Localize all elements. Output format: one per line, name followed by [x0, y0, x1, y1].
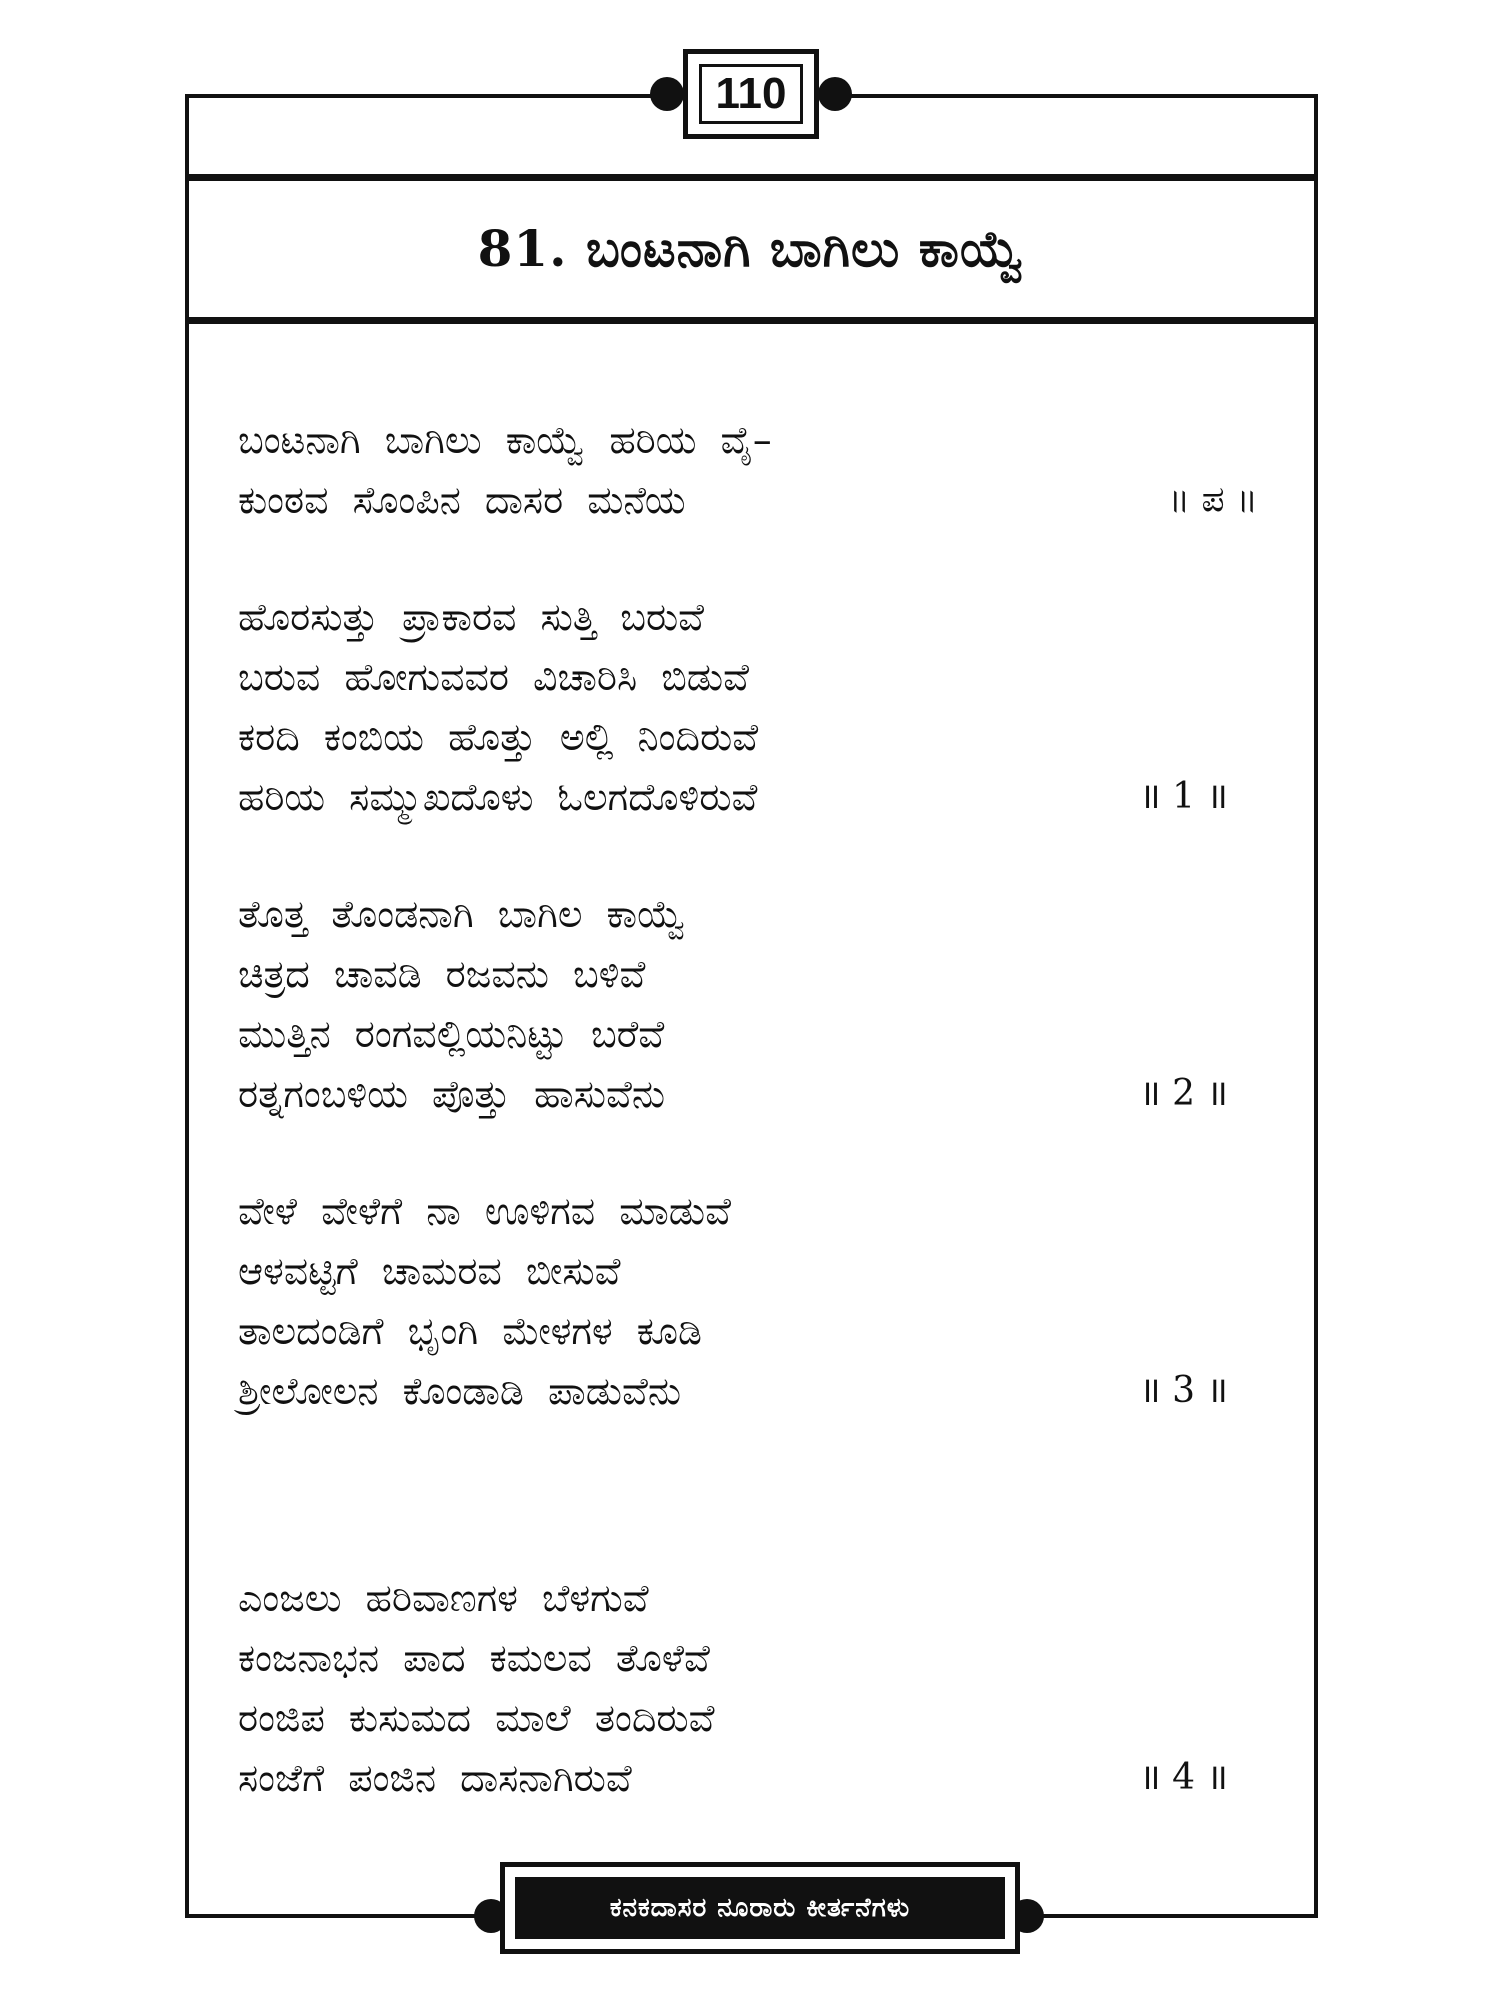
verse-line: ಸಂಜೆಗೆ ಪಂಜಿನ ದಾಸನಾಗಿರುವೆ — [238, 1756, 632, 1800]
stanza-marker: ॥ 2 ॥ — [1139, 1073, 1228, 1114]
stanza-4 — [238, 1568, 1258, 1808]
verse-line: ರಂಜಿಪ ಕುಸುಮದ ಮಾಲೆ ತಂದಿರುವೆ — [238, 1696, 715, 1740]
stanza-1 — [238, 587, 1258, 827]
verse-line: ಬರುವ ಹೋಗುವವರ ವಿಚಾರಿಸಿ ಬಿಡುವೆ — [238, 655, 749, 699]
verse-line: ಹರಿಯ ಸಮ್ಮುಖದೊಳು ಓಲಗದೊಳಿರುವೆ — [238, 775, 758, 819]
verse-line: ಹೊರಸುತ್ತು ಪ್ರಾಕಾರವ ಸುತ್ತಿ ಬರುವೆ — [238, 595, 705, 639]
page-number: 110 — [699, 64, 803, 124]
verse-line: ರತ್ನಗಂಬಳಿಯ ಪೊತ್ತು ಹಾಸುವೆನು — [238, 1072, 666, 1116]
page-number-left-dot — [650, 77, 684, 111]
song-title — [478, 219, 1026, 279]
verse-line: ವೇಳೆ ವೇಳೆಗೆ ನಾ ಊಳಿಗವ ಮಾಡುವೆ — [238, 1189, 731, 1233]
stanza-marker: ॥ 1 ॥ — [1139, 776, 1228, 817]
book-title: ಕನಕದಾಸರ ನೂರಾರು ಕೀರ್ತನೆಗಳು — [515, 1877, 1005, 1939]
footer-badge — [500, 1862, 1020, 1954]
stanza-marker: ॥ 4 ॥ — [1139, 1757, 1228, 1798]
verse-line: ಚಿತ್ರದ ಚಾವಡಿ ರಜವನು ಬಳಿವೆ — [238, 952, 646, 996]
song-number: 81. — [477, 219, 568, 278]
verse-line: ಕರದಿ ಕಂಬಿಯ ಹೊತ್ತು ಅಲ್ಲಿ ನಿಂದಿರುವೆ — [238, 715, 759, 759]
verse-line: ಕುಂಠವ ಸೊಂಪಿನ ದಾಸರ ಮನೆಯ — [238, 478, 686, 522]
verse-line: ತಾಲದಂಡಿಗೆ ಭೃಂಗಿ ಮೇಳಗಳ ಕೂಡಿ — [238, 1309, 702, 1353]
title-band — [185, 174, 1318, 324]
verse-line: ತೊತ್ತ ತೊಂಡನಾಗಿ ಬಾಗಿಲ ಕಾಯ್ವೆ — [238, 892, 687, 936]
page-number-right-dot — [818, 77, 852, 111]
page-number-badge — [683, 49, 819, 139]
verse-line: ಕಂಜನಾಭನ ಪಾದ ಕಮಲವ ತೊಳೆವೆ — [238, 1636, 710, 1680]
verses — [238, 410, 1258, 1808]
verse-line: ಬಂಟನಾಗಿ ಬಾಗಿಲು ಕಾಯ್ವೆ ಹರಿಯ ವೈ– — [238, 418, 772, 462]
stanza-2 — [238, 884, 1258, 1124]
verse-line: ಆಳವಟ್ಟಿಗೆ ಚಾಮರವ ಬೀಸುವೆ — [238, 1249, 621, 1293]
verse-line: ಶ್ರೀಲೋಲನ ಕೊಂಡಾಡಿ ಪಾಡುವೆನು — [238, 1369, 682, 1413]
stanza-refrain — [238, 410, 1258, 530]
verse-line: ಮುತ್ತಿನ ರಂಗವಲ್ಲಿಯನಿಟ್ಟು ಬರೆವೆ — [238, 1012, 665, 1056]
song-title-text: ಬಂಟನಾಗಿ ಬಾಗಿಲು ಕಾಯ್ವೆ — [586, 220, 1026, 278]
stanza-marker: ॥ ಪ ॥ — [1168, 479, 1258, 520]
verse-line: ಎಂಜಲು ಹರಿವಾಣಗಳ ಬೆಳಗುವೆ — [238, 1576, 649, 1620]
stanza-3 — [238, 1181, 1258, 1421]
stanza-marker: ॥ 3 ॥ — [1139, 1370, 1228, 1411]
